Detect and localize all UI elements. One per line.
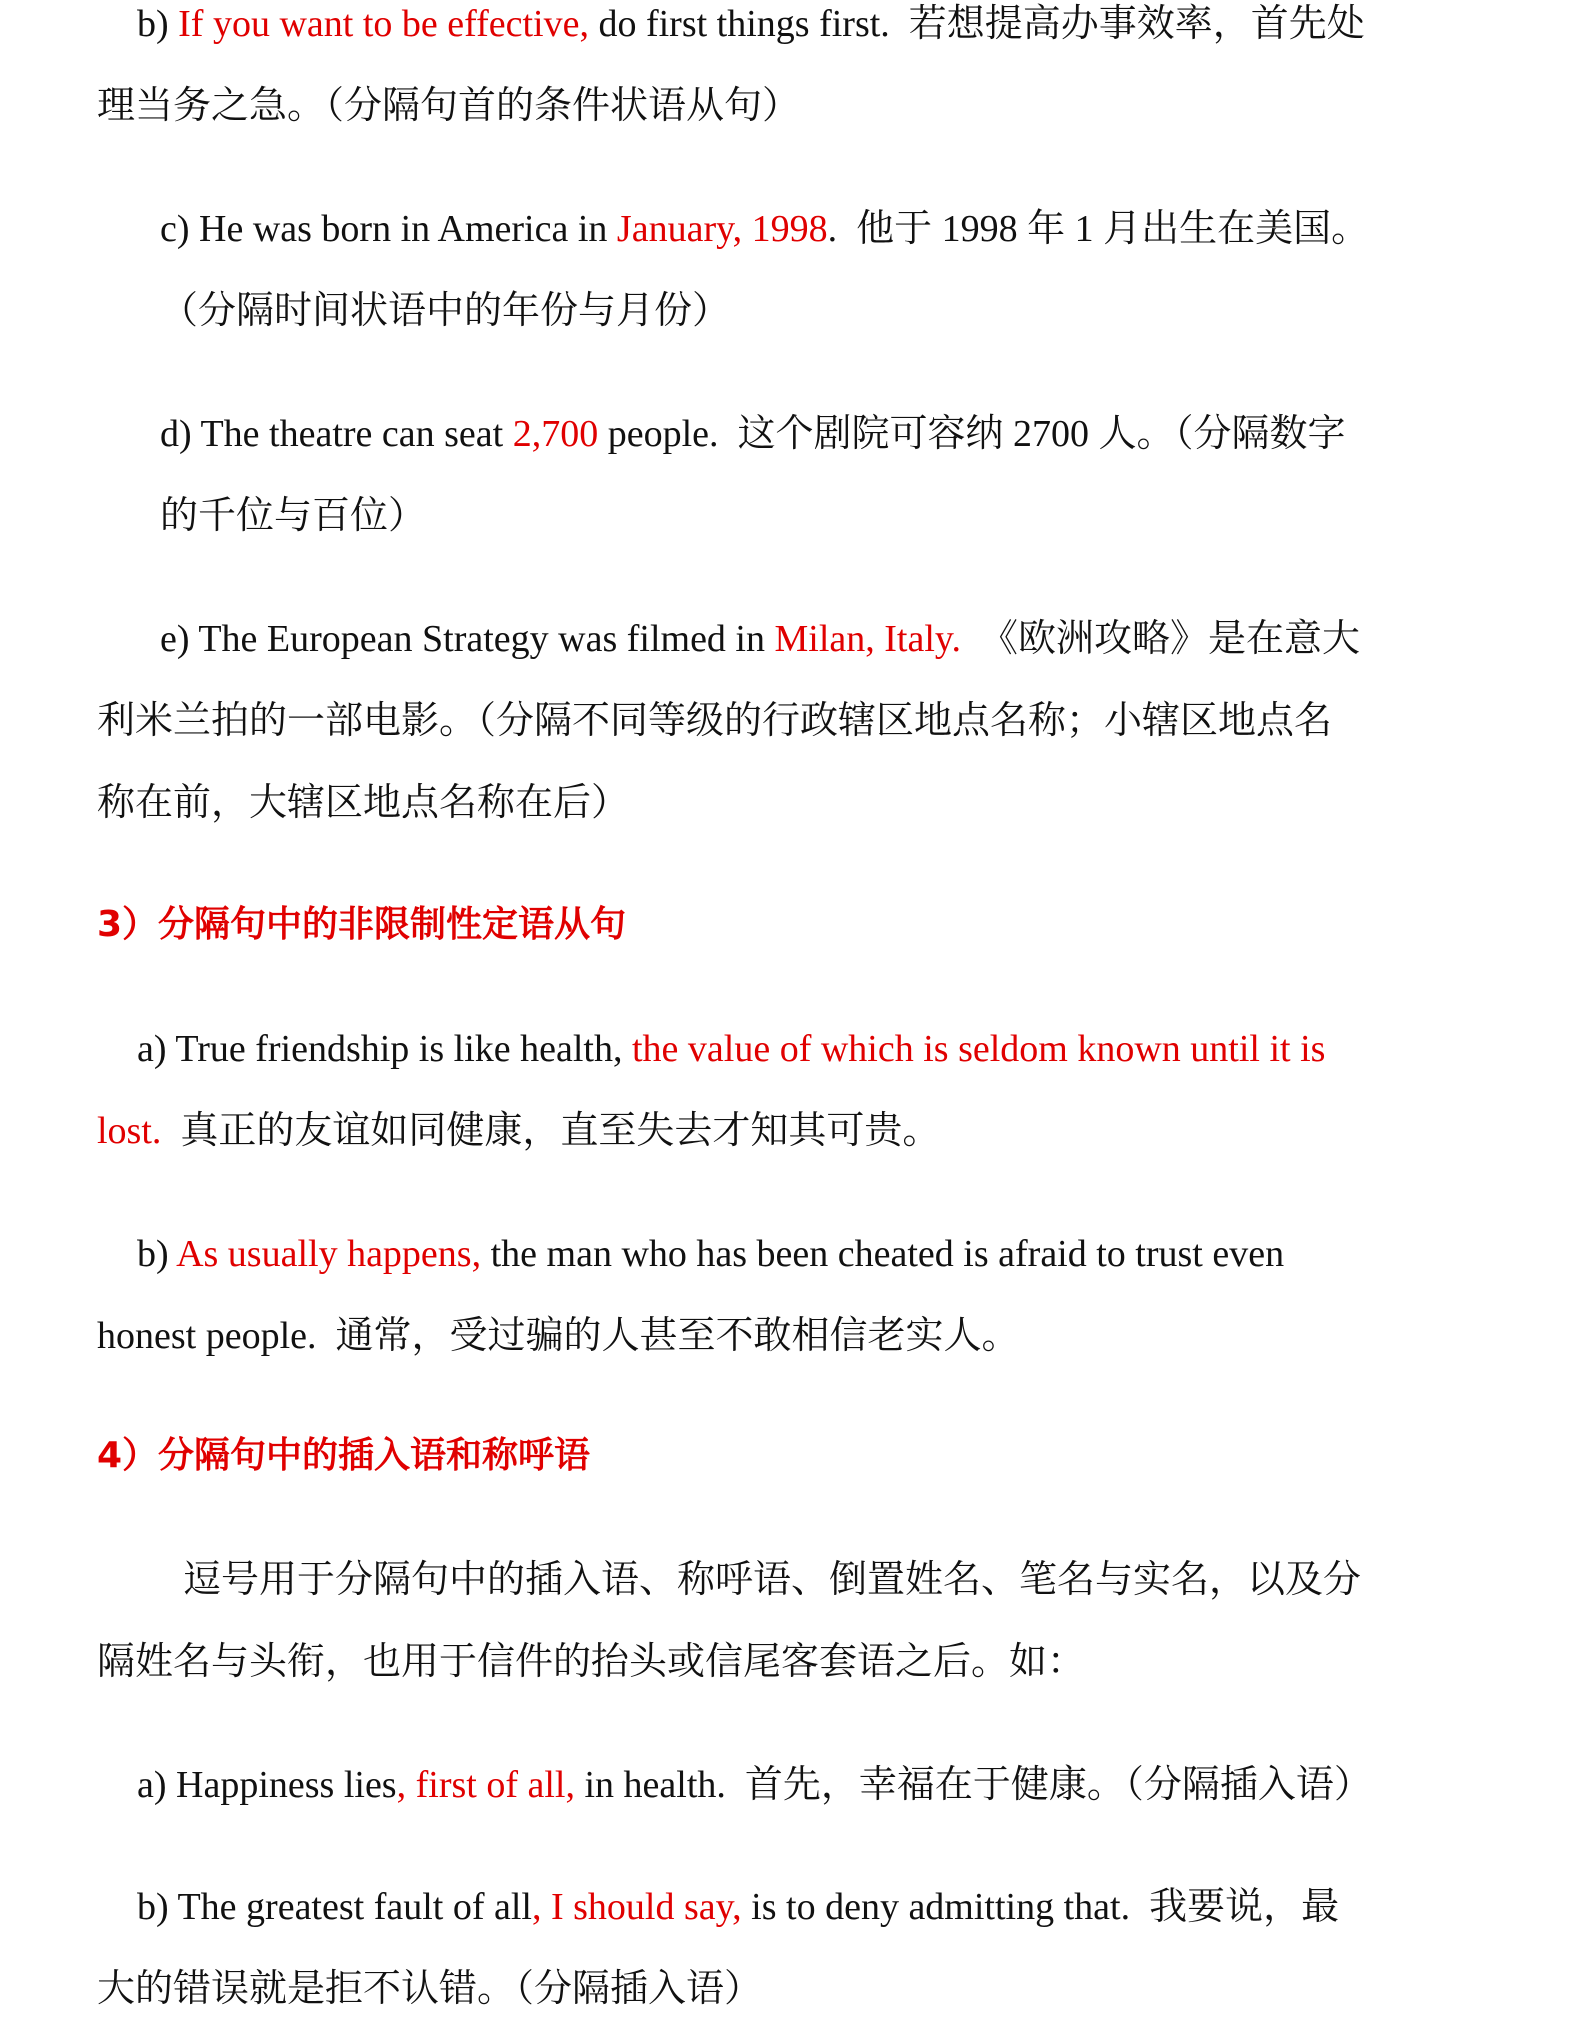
example-d-highlight: 2,700 — [512, 413, 599, 455]
example-d-english: people. — [598, 413, 719, 455]
section-4-b-line-1 — [137, 1883, 1339, 1931]
section-4-b-label: b) The greatest fault of all — [137, 1886, 532, 1928]
section-3-b-chinese: 通常，受过骗的人甚至不敢相信老实人。 — [335, 1315, 1020, 1357]
example-e-chinese-cont: 利米兰拍的一部电影。（分隔不同等级的行政辖区地点名称；小辖区地点名 — [97, 700, 1333, 742]
section-3-b-highlight: As usually happens, — [176, 1233, 482, 1275]
section-3-a-highlight: the value of which is seldom known until it is — [631, 1028, 1326, 1070]
example-e-chinese: 《欧洲攻略》是在意大 — [979, 618, 1360, 660]
example-b-highlight: If you want to be effective, — [178, 3, 589, 45]
example-e-chinese-cont-2: 称在前，大辖区地点名称在后） — [97, 782, 630, 824]
section-4-a-english: in health. — [574, 1764, 726, 1806]
example-d-line-2 — [160, 492, 426, 540]
example-c-highlight: January, 1998 — [616, 208, 828, 250]
section-4-intro-line-2 — [97, 1638, 1085, 1686]
section-3-a-chinese: 真正的友谊如同健康，直至失去才知其可贵。 — [180, 1110, 941, 1152]
section-4-b-chinese-cont: 大的错误就是拒不认错。（分隔插入语） — [97, 1968, 763, 2010]
example-e-highlight: Milan, Italy. — [774, 618, 961, 660]
example-e-line-1 — [160, 615, 1360, 663]
section-3-b-line-2 — [97, 1312, 1020, 1360]
example-d-chinese: 这个剧院可容纳 2700 人。（分隔数字 — [737, 413, 1346, 455]
section-4-a-chinese: 首先，幸福在于健康。（分隔插入语） — [744, 1764, 1372, 1806]
example-c-chinese-cont: （分隔时间状语中的年份与月份） — [160, 290, 731, 332]
section-3-a-line-1 — [137, 1025, 1325, 1073]
example-c-english: . — [827, 208, 838, 250]
section-3-b-english-cont: honest people. — [97, 1315, 317, 1357]
example-e-line-3 — [97, 779, 629, 827]
section-4-b-line-2 — [97, 1965, 762, 2013]
section-3-a-line-2 — [97, 1107, 940, 1155]
example-c-label: c) He was born in America in — [160, 208, 617, 250]
example-b-chinese-cont: 理当务之急。（分隔句首的条件状语从句） — [97, 85, 801, 127]
example-d-label: d) The theatre can seat — [160, 413, 513, 455]
section-3-a-highlight-cont: lost. — [97, 1110, 162, 1152]
example-b-chinese: 若想提高办事效率，首先处 — [908, 3, 1365, 45]
section-4-b-english: is to deny admitting that. — [741, 1886, 1131, 1928]
example-b-english: do first things first. — [588, 3, 890, 45]
section-3-heading: 3）分隔句中的非限制性定语从句 — [97, 904, 627, 945]
example-e-line-2 — [97, 697, 1332, 745]
section-4-a-label: a) Happiness lies — [137, 1764, 397, 1806]
section-4-b-highlight: , I should say, — [531, 1886, 742, 1928]
example-c-line-1 — [160, 205, 1369, 253]
example-b-line-2 — [97, 82, 800, 130]
example-c-line-2 — [160, 287, 730, 335]
example-c-chinese: 他于 1998 年 1 月出生在美国。 — [856, 208, 1370, 250]
example-b-label: b) — [137, 3, 179, 45]
example-d-line-1 — [160, 410, 1346, 458]
example-b-line-1 — [137, 0, 1365, 48]
example-e-label: e) The European Strategy was filmed in — [160, 618, 775, 660]
section-4-intro-cont: 隔姓名与头衔，也用于信件的抬头或信尾客套语之后。如： — [97, 1641, 1086, 1683]
section-3-b-english: the man who has been cheated is afraid to trust even — [481, 1233, 1285, 1275]
section-4-intro: 逗号用于分隔句中的插入语、称呼语、倒置姓名、笔名与实名，以及分 — [183, 1559, 1362, 1601]
section-3-b-label: b) — [137, 1233, 177, 1275]
section-4-intro-line-1 — [183, 1556, 1361, 1604]
section-4-a-line-1 — [137, 1761, 1372, 1809]
section-4-b-chinese: 我要说，最 — [1149, 1886, 1340, 1928]
example-d-chinese-cont: 的千位与百位） — [160, 495, 427, 537]
section-4-a-highlight: , first of all, — [396, 1764, 575, 1806]
section-4-heading: 4）分隔句中的插入语和称呼语 — [97, 1435, 591, 1476]
section-3-b-line-1 — [137, 1230, 1284, 1278]
section-3-a-label: a) True friendship is like health, — [137, 1028, 632, 1070]
